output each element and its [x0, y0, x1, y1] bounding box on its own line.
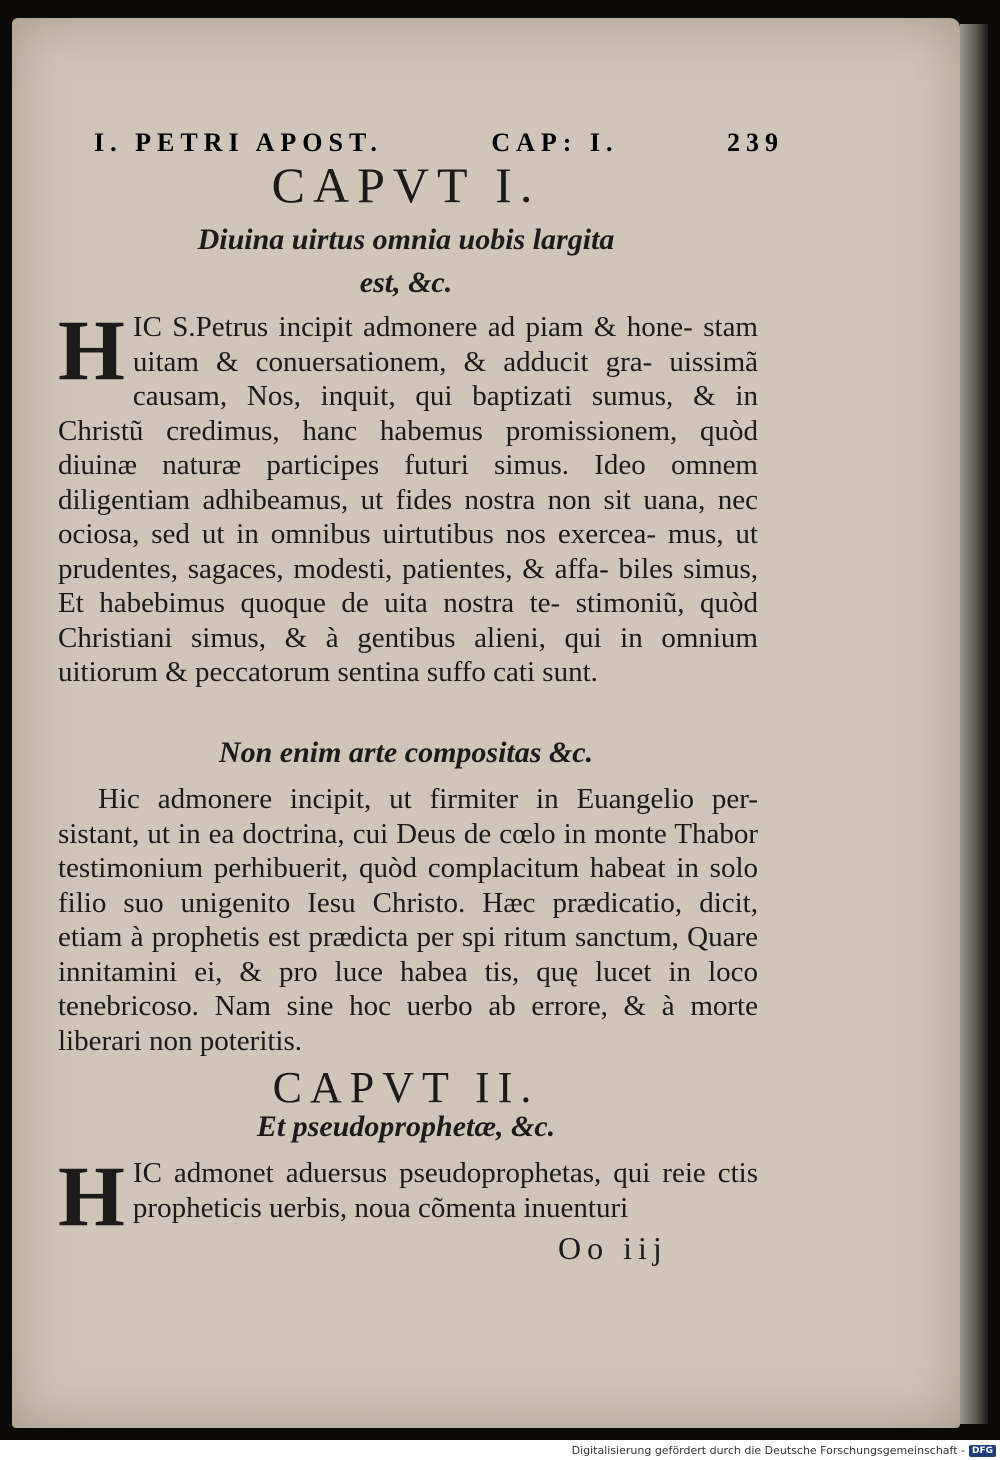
paragraph-1-text: IC S.Petrus incipit admonere ad piam & hone- stam uitam & conuersationem, & adducit gra- uissimã causam, Nos, inquit, qui baptizati sumus, & in Christũ credimus, hanc habemus promissionem, quòd diuinæ naturæ participes futuri simus. Ideo omnem diligentiam adhibeamus, ut fides nostra non sit uana, nec ociosa, sed ut in omnibus uirtutibus nos exercea- mus, ut prudentes, sagaces, modesti, patientes, & affa- biles simus, Et habebimus quoque de uita nostra te- stimoniũ, quòd Christiani simus, & à gentibus alieni, qui in omnium uitiorum & peccatorum sentina suffo cati sunt.: [58, 311, 758, 688]
running-head-center: CAP: I.: [491, 128, 619, 157]
chapter-title-1: CAPVT I.: [271, 157, 541, 213]
paragraph-2: Hic admonere incipit, ut firmiter in Euangelio per- sistant, ut in ea doctrina, cui Deus de cœlo in monte Thabor testimonium perhibuerit, quòd complacitum habeat in solo filio suo unigenito Iesu Christo. Hæc prædicatio, dicit, etiam à prophetis est prædicta per spi ritum sanctum, Quare innitamini ei, & pro luce habea tis, quę lucet in loco tenebricoso. Nam sine hoc uerbo ab errore, & à morte liberari non poteritis.: [58, 783, 758, 1057]
chapter-title-2: CAPVT II.: [272, 1063, 540, 1112]
page-edge: [960, 24, 988, 1424]
paragraph-3-text: IC admonet aduersus pseudoprophetas, qui reie ctis propheticis uerbis, noua cõmenta inuenturi: [132, 1157, 758, 1224]
running-head-left: I. PETRI APOST.: [94, 128, 383, 157]
book-page: [12, 18, 960, 1428]
page-number: 239: [727, 128, 784, 157]
rubric-1-cont: est, &c.: [359, 266, 453, 299]
running-head: [94, 128, 784, 158]
footer-credit: [572, 1441, 996, 1460]
dfg-logo: DFG: [969, 1445, 996, 1457]
signature-mark: Oo iij: [558, 1230, 668, 1266]
rubric-3: Et pseudoprophetæ, &c.: [256, 1110, 556, 1143]
drop-cap-1: H: [58, 302, 125, 398]
paragraph-1: [58, 302, 758, 690]
footer-credit-text: Digitalisierung gefördert durch die Deutsche Forschungsgemeinschaft -: [571, 1444, 965, 1457]
paragraph-3: [58, 1148, 758, 1244]
rubric-2: Non enim arte compositas &c.: [218, 736, 594, 769]
drop-cap-2: H: [58, 1148, 125, 1244]
rubric-1: Diuina uirtus omnia uobis largita: [197, 223, 615, 256]
